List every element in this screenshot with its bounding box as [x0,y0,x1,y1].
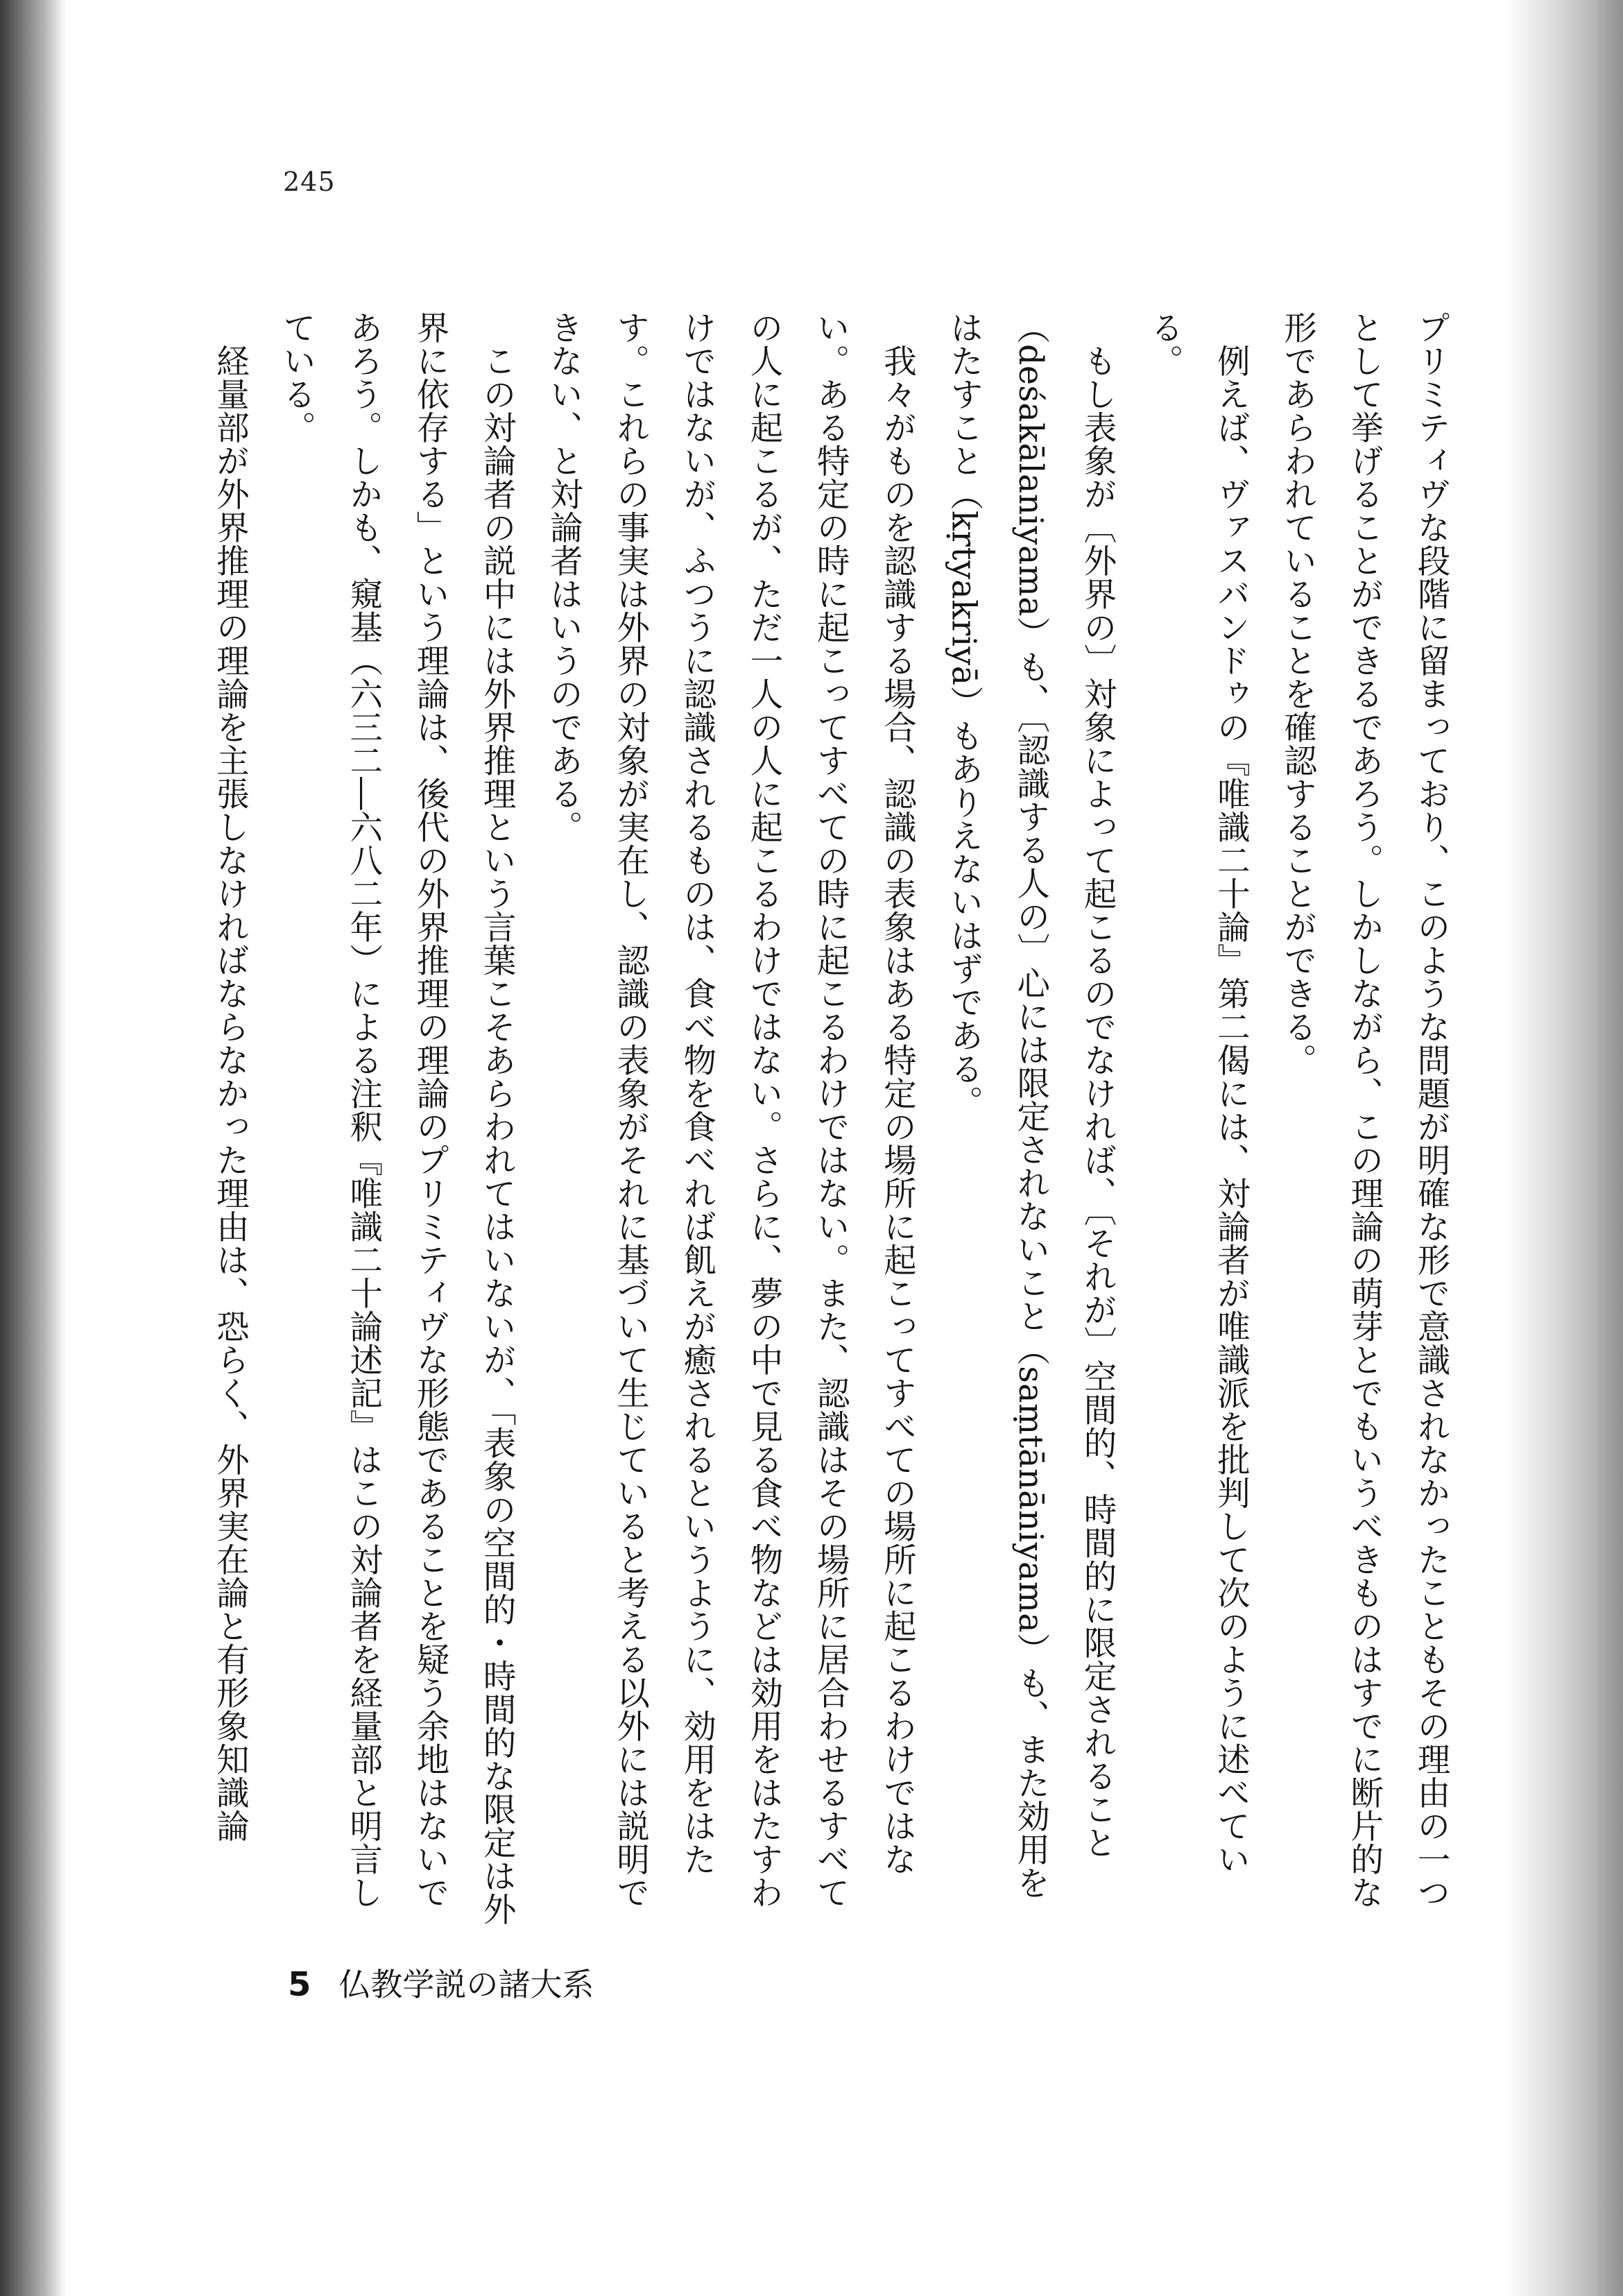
paragraph-4: 我々がものを認識する場合、認識の表象はある特定の場所に起こってすべての場所に起こるわけではない。ある特定の時に起こってすべての時に起こるわけではない。また、認識はその場所に居合わせるすべての人に起こるが、ただ一人の人に起こるわけではない。さらに、夢の中で見る食べ物などは効用をはたすわけではないが、ふつうに認識されるものは、食べ物を食べれば飢えが癒されるというように、効用をはたす。これらの事実は外界の対象が実在し、認識の表象がそれに基づいて生じていると考える以外には説明できない、と対論者はいうのである。 [544,311,916,1909]
paragraph-2: 例えば、ヴァスバンドゥの『唯識二十論』第二偈には、対論者が唯識派を批判して次のように述べている。 [1144,311,1250,1876]
paragraph-6: 経量部が外界推理の理論を主張しなければならなかった理由は、恐らく、外界実在論と有形象知識論 [210,343,249,1842]
paragraph-1: プリミティヴな段階に留まっており、このような問題が明確な形で意識されなかったこともその理由の一つとして挙げることができるであろう。しかしながら、この理論の萌芽とでもいうべきものはすでに断片的な形であらわれていることを確認することができる。 [1278,311,1450,1909]
body-text [210,311,1463,1927]
running-footer [288,1960,594,2005]
chapter-title: 仏教学説の諸大系 [338,1966,594,2003]
chapter-number: 5 [288,1965,311,2004]
scan-shadow-right [1505,0,1623,2296]
quotation-paragraph: もし表象が〔外界の〕対象によって起こるのでなければ、〔それが〕空間的、時間的に限定されること（deśakālaniyama）も、〔認識する人の〕心には限定されないこと（saṃtānāniyama）も、また効用をはたすこと（kṛtyakriyā）もありえないはずである。 [944,311,1116,1900]
page-number: 245 [283,166,336,197]
scan-shadow-left [0,0,66,2296]
paragraph-5: この対論者の説中には外界推理という言葉こそあらわれてはいないが、「表象の空間的・時間的な限定は外界に依存する」という理論は、後代の外界推理の理論のプリミティヴな形態であることを疑う余地はないであろう。しかも、窺基（六三二―六八二年）による注釈『唯識二十論述記』はこの対論者を経量部と明言している。 [277,311,516,1926]
